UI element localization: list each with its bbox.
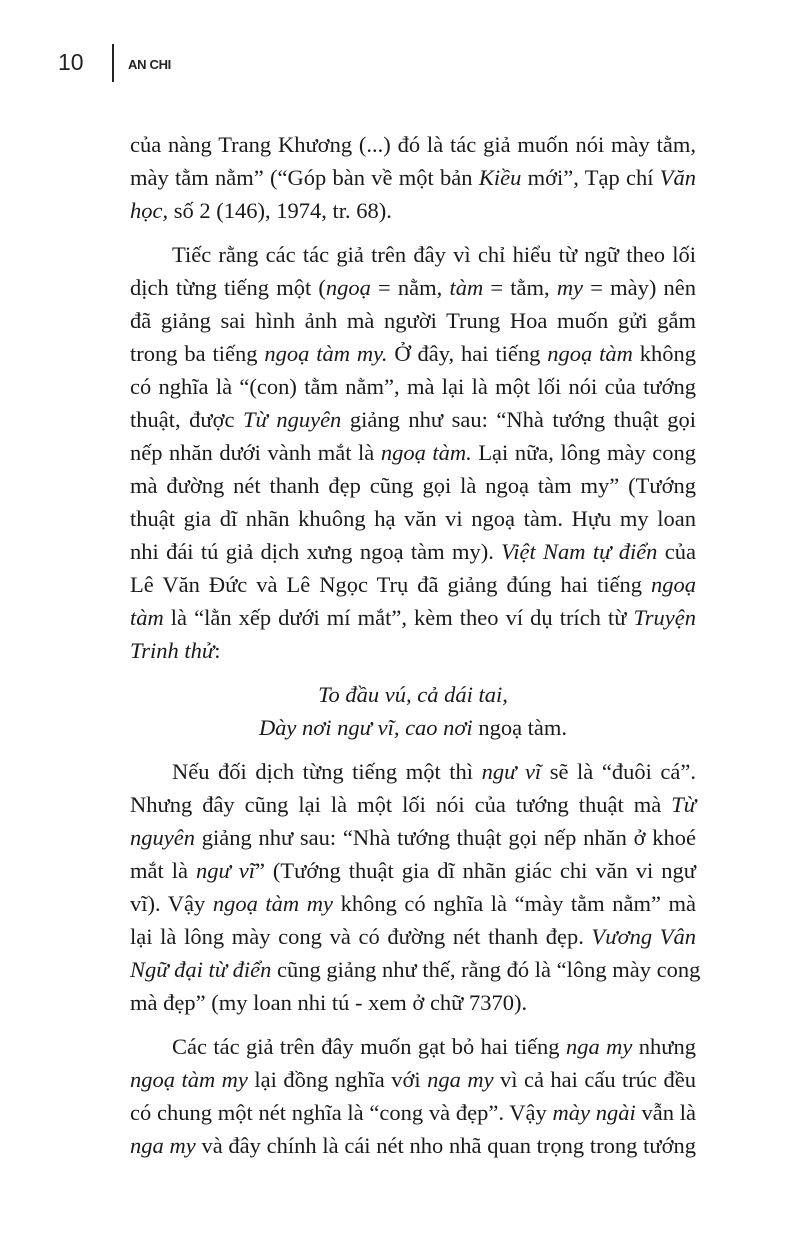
text: trong ba tiếng bbox=[130, 341, 265, 366]
text: ngoạ tàm. bbox=[472, 715, 568, 740]
text-line bbox=[130, 854, 696, 887]
running-title: AN CHI bbox=[128, 57, 171, 72]
italic-text: ngoạ bbox=[325, 275, 371, 300]
text-line bbox=[130, 821, 696, 854]
text-line bbox=[130, 403, 696, 436]
italic-text: Dày nơi ngư vĩ, cao nơi bbox=[258, 715, 473, 740]
italic-text: my bbox=[556, 275, 584, 300]
italic-text: ngoạ tàm bbox=[547, 341, 633, 366]
text-line bbox=[130, 436, 696, 469]
text: không bbox=[632, 341, 696, 366]
text: và đây chính là cái nét nho nhã quan trọng trong tướng bbox=[195, 1133, 696, 1158]
text: Lại nữa, lông mày cong bbox=[471, 440, 697, 465]
text-line bbox=[130, 711, 696, 744]
italic-text: nguyên bbox=[130, 825, 195, 850]
text: mắt là bbox=[130, 858, 196, 883]
italic-text: To đầu vú, cả dái tai, bbox=[318, 682, 508, 707]
text-line bbox=[130, 920, 696, 953]
page-body bbox=[130, 128, 701, 1173]
text-line bbox=[130, 161, 696, 194]
text: Các tác giả trên đây muốn gạt bỏ hai tiếng bbox=[172, 1034, 566, 1059]
text: nhi đái tú giả dịch xưng ngoạ tàm my). bbox=[130, 539, 502, 564]
verse-quote bbox=[130, 678, 696, 744]
text-line bbox=[130, 337, 696, 370]
text: = nằm, bbox=[370, 275, 450, 300]
text: = mày) nên bbox=[583, 275, 696, 300]
text: Nếu đối dịch từng tiếng một thì bbox=[172, 759, 482, 784]
page-number: 10 bbox=[58, 49, 84, 75]
text-line bbox=[130, 887, 696, 920]
text: : bbox=[214, 638, 221, 663]
text: sẽ là “đuôi cá”. bbox=[541, 759, 696, 784]
italic-text: ngoạ tàm my bbox=[212, 891, 333, 916]
text: có nghĩa là “(con) tằm nằm”, mà lại là một lối nói của tướng bbox=[130, 374, 696, 399]
text: vẫn là bbox=[635, 1100, 696, 1125]
italic-text: Từ nguyên bbox=[243, 407, 342, 432]
text-line bbox=[130, 1129, 696, 1162]
italic-text: ngoạ tàm my bbox=[130, 1067, 248, 1092]
text: thuật, được bbox=[130, 407, 244, 432]
text-line bbox=[130, 271, 696, 304]
italic-text: Vương Vân bbox=[591, 924, 696, 949]
italic-text: Kiều bbox=[478, 165, 522, 190]
paragraph bbox=[130, 238, 696, 667]
text-line bbox=[130, 1063, 696, 1096]
text-line bbox=[130, 238, 696, 271]
text: lại đồng nghĩa với bbox=[247, 1067, 428, 1092]
text-line bbox=[130, 678, 696, 711]
italic-text: Văn bbox=[659, 165, 696, 190]
text-line bbox=[130, 1096, 696, 1129]
text: Ở đây, hai tiếng bbox=[387, 341, 548, 366]
text: thuật gia dĩ nhãn khuông hạ văn vi ngoạ tàm. Hựu my loan bbox=[130, 506, 696, 531]
text-line bbox=[130, 194, 696, 227]
text: mới”, Tạp chí bbox=[521, 165, 660, 190]
italic-text: nga my bbox=[565, 1034, 633, 1059]
text-line bbox=[130, 535, 696, 568]
text-line bbox=[130, 568, 696, 601]
text: Tiếc rằng các tác giả trên đây vì chỉ hiểu từ ngữ theo lối bbox=[172, 242, 696, 267]
text-line bbox=[130, 953, 701, 986]
text: cũng giảng như thế, rằng đó là “lông mày cong bbox=[271, 957, 701, 982]
text-line bbox=[130, 788, 696, 821]
text-line bbox=[130, 469, 696, 502]
text: giảng như sau: “Nhà tướng thuật gọi bbox=[341, 407, 697, 432]
italic-text: nga my bbox=[130, 1133, 196, 1158]
text-line bbox=[130, 1030, 696, 1063]
text: nhưng bbox=[632, 1034, 696, 1059]
italic-text: mày ngài bbox=[552, 1100, 636, 1125]
text-line bbox=[130, 634, 696, 667]
text: vĩ). Vậy bbox=[130, 891, 213, 916]
italic-text: Từ bbox=[671, 792, 696, 817]
italic-text: nga my bbox=[427, 1067, 494, 1092]
italic-text: Ngữ đại từ điển bbox=[130, 957, 272, 982]
text: vì cả hai cấu trúc đều bbox=[493, 1067, 696, 1092]
text-line bbox=[130, 128, 696, 161]
paragraph bbox=[130, 128, 696, 227]
text: dịch từng tiếng một ( bbox=[130, 275, 326, 300]
text-line bbox=[130, 502, 696, 535]
text-line bbox=[130, 370, 696, 403]
text: lại là lông mày cong và có đường nét thanh đẹp. bbox=[130, 924, 592, 949]
text: Lê Văn Đức và Lê Ngọc Trụ đã giảng đúng hai tiếng bbox=[130, 572, 651, 597]
italic-text: ngư vĩ bbox=[195, 858, 255, 883]
italic-text: Việt Nam tự điển bbox=[501, 539, 658, 564]
text: của bbox=[657, 539, 696, 564]
text-line bbox=[130, 304, 696, 337]
text: có chung một nét nghĩa là “cong và đẹp”. Vậy bbox=[130, 1100, 553, 1125]
text: ” (Tướng thuật gia dĩ nhãn giác chi văn vi ngư bbox=[254, 858, 696, 883]
header-divider bbox=[112, 44, 114, 82]
italic-text: ngoạ bbox=[651, 572, 696, 597]
text: đã giảng sai hình ảnh mà người Trung Hoa muốn gửi gắm bbox=[130, 308, 696, 333]
text: không có nghĩa là “mày tằm nằm” mà bbox=[333, 891, 696, 916]
text: nếp nhăn dưới vành mắt là bbox=[130, 440, 381, 465]
italic-text: tàm bbox=[449, 275, 484, 300]
italic-text: ngoạ tàm my. bbox=[264, 341, 388, 366]
text: là “lằn xếp dưới mí mắt”, kèm theo ví dụ trích từ bbox=[163, 605, 634, 630]
italic-text: Truyện bbox=[633, 605, 696, 630]
text: số 2 (146), 1974, tr. 68). bbox=[168, 198, 392, 223]
text: mà đường nét thanh đẹp cũng gọi là ngoạ tàm my” (Tướng bbox=[130, 473, 696, 498]
text: của nàng Trang Khương (...) đó là tác giả muốn nói mày tằm, bbox=[130, 132, 696, 157]
text-line bbox=[130, 986, 696, 1019]
text: mà đẹp” (my loan nhi tú - xem ở chữ 7370). bbox=[130, 990, 528, 1015]
italic-text: ngoạ tàm. bbox=[380, 440, 472, 465]
text-line bbox=[130, 601, 696, 634]
text: mày tằm nằm” (“Góp bàn về một bản bbox=[130, 165, 479, 190]
paragraph bbox=[130, 1030, 696, 1162]
italic-text: Trinh thử bbox=[130, 638, 215, 663]
text-line bbox=[130, 755, 696, 788]
text: = tằm, bbox=[483, 275, 557, 300]
text: Nhưng đây cũng lại là một lối nói của tướng thuật mà bbox=[130, 792, 672, 817]
italic-text: ngư vĩ bbox=[481, 759, 542, 784]
italic-text: học, bbox=[130, 198, 169, 223]
paragraph bbox=[130, 755, 701, 1019]
text: giảng như sau: “Nhà tướng thuật gọi nếp nhăn ở khoé bbox=[194, 825, 696, 850]
italic-text: tàm bbox=[130, 605, 164, 630]
